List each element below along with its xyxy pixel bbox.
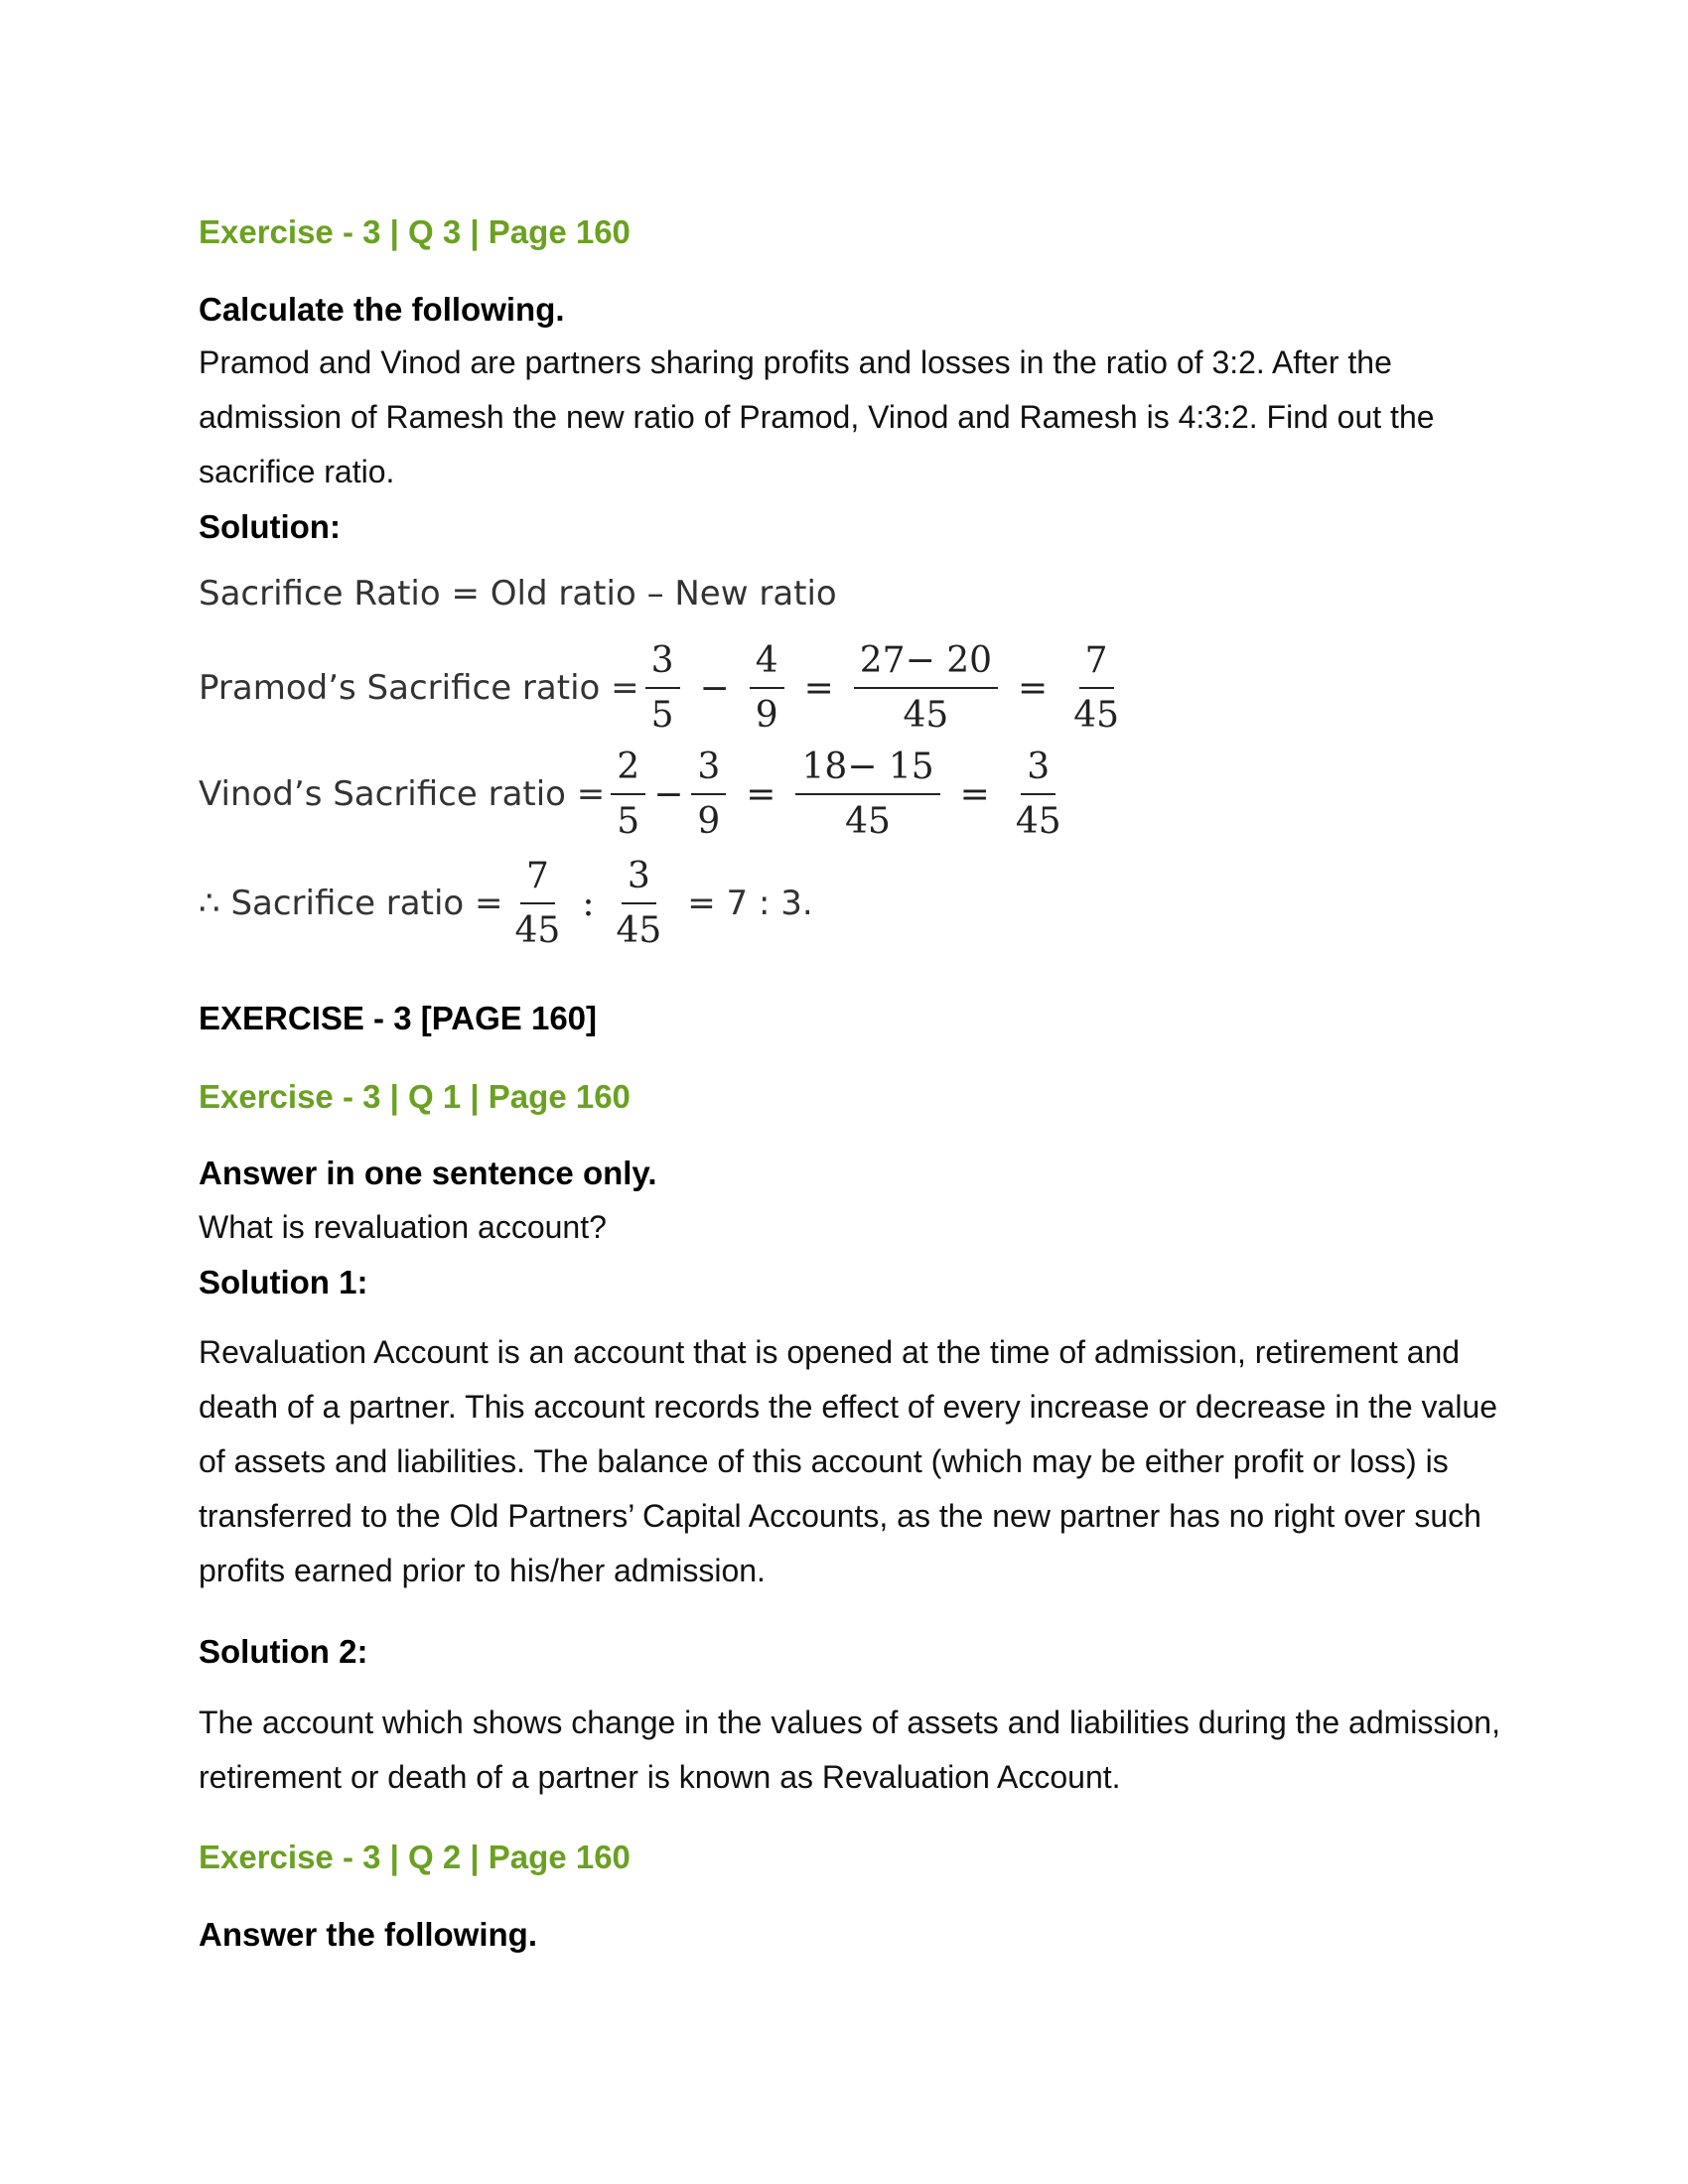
equals-sign: = <box>803 667 834 709</box>
fraction: $\frac{27- 20}{45}$ <box>854 640 998 736</box>
fraction: $\frac{18- 15}{45}$ <box>795 747 939 842</box>
final-sacrifice-ratio <box>199 856 813 951</box>
fraction: $\frac{7}{45}$ <box>514 856 561 951</box>
q3-heading: Exercise - 3 | Q 3 | Page 160 <box>199 213 631 250</box>
pramod-sacrifice-equation <box>199 640 1131 736</box>
fraction: $\frac{3}{45}$ <box>1015 747 1061 842</box>
q2-prompt: Answer the following. <box>199 1916 538 1953</box>
equals-sign: = <box>1018 667 1049 709</box>
q1-solution2-label: Solution 2: <box>199 1633 368 1670</box>
section-title: EXERCISE - 3 [PAGE 160] <box>199 1000 598 1036</box>
equals-sign: = <box>959 773 990 815</box>
sacrifice-formula: Sacrifice Ratio = Old ratio – New ratio <box>199 574 837 614</box>
vinod-label: Vinod’s Sacrifice ratio = <box>199 774 606 814</box>
fraction: $\frac{7}{45}$ <box>1073 640 1119 736</box>
q1-solution2-text: The account which shows change in the values of assets and liabilities during the admission, retirement or death of a partner is known as Revaluation Account. <box>199 1705 1500 1795</box>
minus-sign: − <box>699 667 730 709</box>
minus-sign: − <box>653 773 684 815</box>
q2-heading: Exercise - 3 | Q 2 | Page 160 <box>199 1839 631 1875</box>
q3-prompt: Calculate the following. <box>199 291 565 328</box>
vinod-sacrifice-equation <box>199 747 1073 842</box>
equals-sign: = <box>746 773 776 815</box>
pramod-label: Pramod’s Sacrifice ratio = <box>199 668 639 708</box>
fraction: $\frac{4}{9}$ <box>750 640 784 736</box>
q1-question: What is revaluation account? <box>199 1209 607 1245</box>
q3-solution-label: Solution: <box>199 508 341 545</box>
final-result: = 7 : 3. <box>687 884 813 923</box>
q1-heading: Exercise - 3 | Q 1 | Page 160 <box>199 1078 631 1115</box>
q1-solution1-text: Revaluation Account is an account that is opened at the time of admission, retirement and death of a partner. This account records the effect of every increase or decrease in the value of assets and liabilities. The balance of this account (which may be either profit or loss) is transferred to the Old Partners’ Capital Accounts, as the new partner has no right over such profits earned prior to his/her admission. <box>199 1334 1498 1588</box>
q1-prompt: Answer in one sentence only. <box>199 1155 657 1191</box>
fraction: $\frac{3}{5}$ <box>645 640 680 736</box>
fraction: $\frac{3}{9}$ <box>691 747 726 842</box>
fraction: $\frac{2}{5}$ <box>611 747 645 842</box>
q3-question: Pramod and Vinod are partners sharing profits and losses in the ratio of 3:2. After the admission of Ramesh the new ratio of Pramod, Vinod and Ramesh is 4:3:2. Find out the sacrifice ratio. <box>199 344 1435 489</box>
q1-solution1-label: Solution 1: <box>199 1264 368 1300</box>
colon-sign: : <box>582 883 595 924</box>
fraction: $\frac{3}{45}$ <box>616 856 662 951</box>
final-label: ∴ Sacrifice ratio = <box>199 884 503 923</box>
